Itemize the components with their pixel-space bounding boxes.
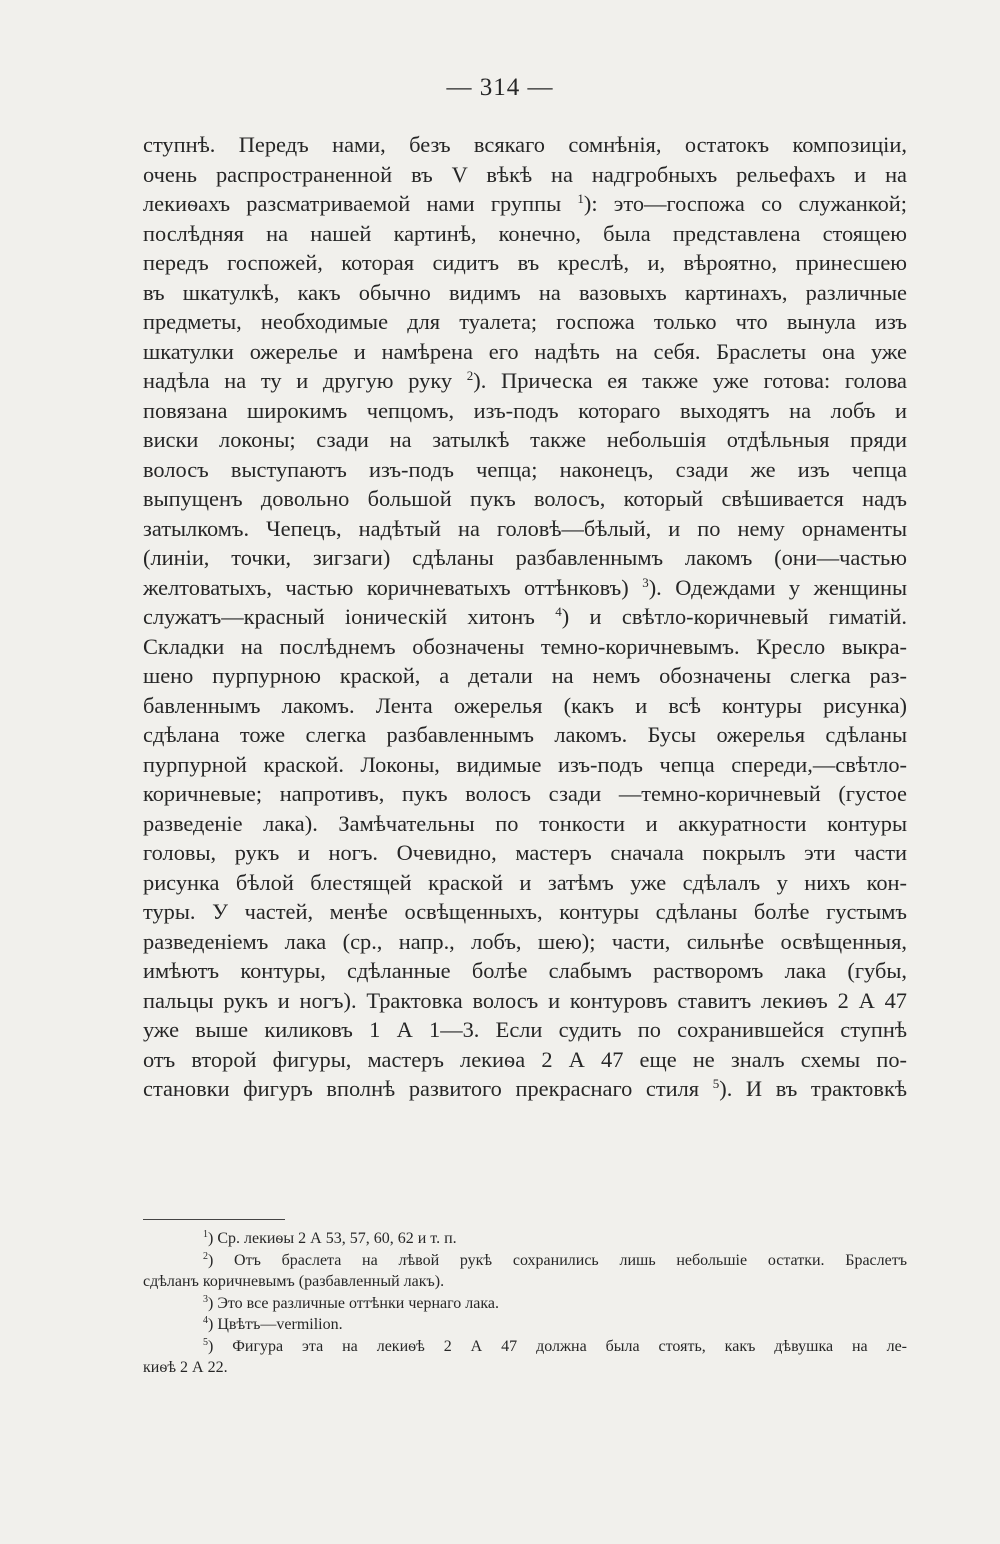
text-fragment: надѣла на ту и другую руку [143, 368, 453, 393]
text-fragment: желтоватыхъ, частью коричневатыхъ оттѣнковъ) [143, 574, 629, 600]
text-line: въ шкатулкѣ, какъ обычно видимъ на вазовыхъ картинахъ, различные [143, 279, 907, 305]
text-line [143, 573, 907, 603]
text-line: виски локоны; сзади на затылкѣ также небольшія отдѣльныя пряди [143, 427, 907, 452]
text-line: Складки на послѣднемъ обозначены темно-коричневымъ. Кресло выкра- [143, 633, 907, 659]
footnote-2 [143, 1250, 907, 1272]
footnote-ref[interactable]: 1 [577, 191, 584, 206]
footnote-separator [143, 1219, 285, 1220]
text-line: передъ госпожей, которая сидитъ въ креслѣ, и, вѣроятно, принесшею [143, 250, 907, 275]
text-line: шено пурпурною краской, а детали на немъ обозначены слегка раз- [143, 663, 907, 688]
footnote-number: 5 [203, 1336, 208, 1348]
text-fragment: ). Прическа ея также уже готова: голова [473, 368, 907, 393]
text-line: затылкомъ. Чепецъ, надѣтый на головѣ—бѣлый, и по нему орнаменты [143, 515, 907, 541]
footnote-number: 3 [203, 1293, 208, 1305]
text-line [143, 189, 907, 219]
footnote-text: ) Фигура эта на лекиѳѣ 2 А 47 должна была стоять, какъ дѣвушка на ле- [208, 1337, 907, 1355]
text-fragment: служатъ—красный іоническій хитонъ [143, 604, 535, 629]
text-line: коричневые; напротивъ, пукъ волосъ сзади —темно-коричневый (густое [143, 781, 907, 806]
text-line: (линіи, точки, зигзаги) сдѣланы разбавленнымъ лакомъ (они—частью [143, 545, 907, 570]
footnote-2-continued: сдѣланъ коричневымъ (разбавленный лакъ). [143, 1273, 445, 1290]
text-line: имѣютъ контуры, сдѣланные болѣе слабымъ растворомъ лака (губы, [143, 958, 907, 983]
text-line: сдѣлана тоже слегка разбавленнымъ лакомъ. Бусы ожерелья сдѣланы [143, 722, 907, 747]
text-line: пальцы рукъ и ногъ). Трактовка волосъ и контуровъ ставитъ лекиѳъ 2 А 47 [143, 987, 907, 1013]
text-line: послѣдняя на нашей картинѣ, конечно, была представлена стоящею [143, 220, 907, 246]
text-fragment: лекиѳахъ разсматриваемой нами группы [143, 191, 562, 216]
text-line: выпущенъ довольно большой пукъ волосъ, который свѣшивается надъ [143, 486, 907, 511]
text-fragment: ): это—госпожа со служанкой; [583, 191, 907, 216]
text-line: разведеніе лака). Замѣчательны по тонкости и аккуратности контуры [143, 810, 907, 836]
main-text [143, 130, 907, 1104]
footnote-number: 4 [203, 1315, 208, 1326]
footnote-5 [143, 1336, 907, 1358]
footnote-4 [143, 1314, 907, 1336]
text-line [143, 366, 907, 396]
text-line: уже выше киликовъ 1 А 1—3. Если судить по сохранившейся ступнѣ [143, 1017, 907, 1042]
footnote-text: ) Ср. лекиѳы 2 А 53, 57, 60, 62 и т. п. [208, 1230, 457, 1247]
footnote-number: 1 [203, 1229, 208, 1240]
footnote-text: ) Цвѣтъ—vermilion. [208, 1316, 343, 1333]
footnote-3 [143, 1293, 907, 1315]
text-fragment: становки фигуръ вполнѣ развитого прекраснаго стиля [143, 1076, 700, 1101]
text-line: головы, рукъ и ногъ. Очевидно, мастеръ сначала покрылъ эти части [143, 840, 907, 865]
text-line: волосъ выступаютъ изъ-подъ чепца; наконецъ, сзади же изъ чепца [143, 456, 907, 482]
text-line: ступнѣ. Передъ нами, безъ всякаго сомнѣнія, остатокъ композиціи, [143, 132, 907, 157]
footnote-number: 2 [203, 1250, 208, 1262]
footnote-text: ) Это все различные оттѣнки чернаго лака. [208, 1294, 500, 1312]
footnote-5-continued: киѳѣ 2 А 22. [143, 1359, 228, 1376]
text-line: пурпурной краской. Локоны, видимые изъ-подъ чепца спереди,—свѣтло- [143, 751, 907, 777]
text-fragment: ) и свѣтло-коричневый гиматій. [561, 604, 907, 629]
text-line: предметы, необходимые для туалета; госпожа только что вынула изъ [143, 309, 907, 334]
text-line [143, 602, 907, 632]
page-number: — 314 — [446, 74, 554, 101]
footnote-ref[interactable]: 3 [642, 574, 649, 590]
text-line: туры. У частей, менѣе освѣщенныхъ, контуры сдѣланы болѣе густымъ [143, 899, 907, 924]
footnote-ref[interactable]: 2 [466, 368, 474, 383]
text-fragment: ). И въ трактовкѣ [719, 1076, 907, 1101]
footnote-1 [143, 1228, 907, 1250]
text-line: бавленнымъ лакомъ. Лента ожерелья (какъ и всѣ контуры рисунка) [143, 692, 907, 718]
text-line [143, 1074, 907, 1104]
text-line: рисунка бѣлой блестящей краской и затѣмъ уже сдѣлалъ у нихъ кон- [143, 869, 907, 895]
text-line: отъ второй фигуры, мастеръ лекиѳа 2 А 47 еще не зналъ схемы по- [143, 1046, 907, 1072]
text-line: повязана широкимъ чепцомъ, изъ-подъ котораго выходятъ на лобъ и [143, 397, 907, 423]
footnote-ref[interactable]: 4 [555, 604, 562, 619]
footnote-text: ) Отъ браслета на лѣвой рукѣ сохранились лишь небольшіе остатки. Браслетъ [208, 1251, 907, 1269]
text-line: очень распространенной въ V вѣкѣ на надгробныхъ рельефахъ и на [143, 161, 907, 187]
text-line: шкатулки ожерелье и намѣрена его надѣть на себя. Браслеты она уже [143, 338, 907, 364]
footnote-ref[interactable]: 5 [712, 1076, 720, 1091]
text-fragment: ). Одеждами у женщины [648, 574, 907, 600]
footnotes [143, 1228, 907, 1379]
text-line: разведеніемъ лака (ср., напр., лобъ, шею); части, сильнѣе освѣщенныя, [143, 928, 907, 954]
